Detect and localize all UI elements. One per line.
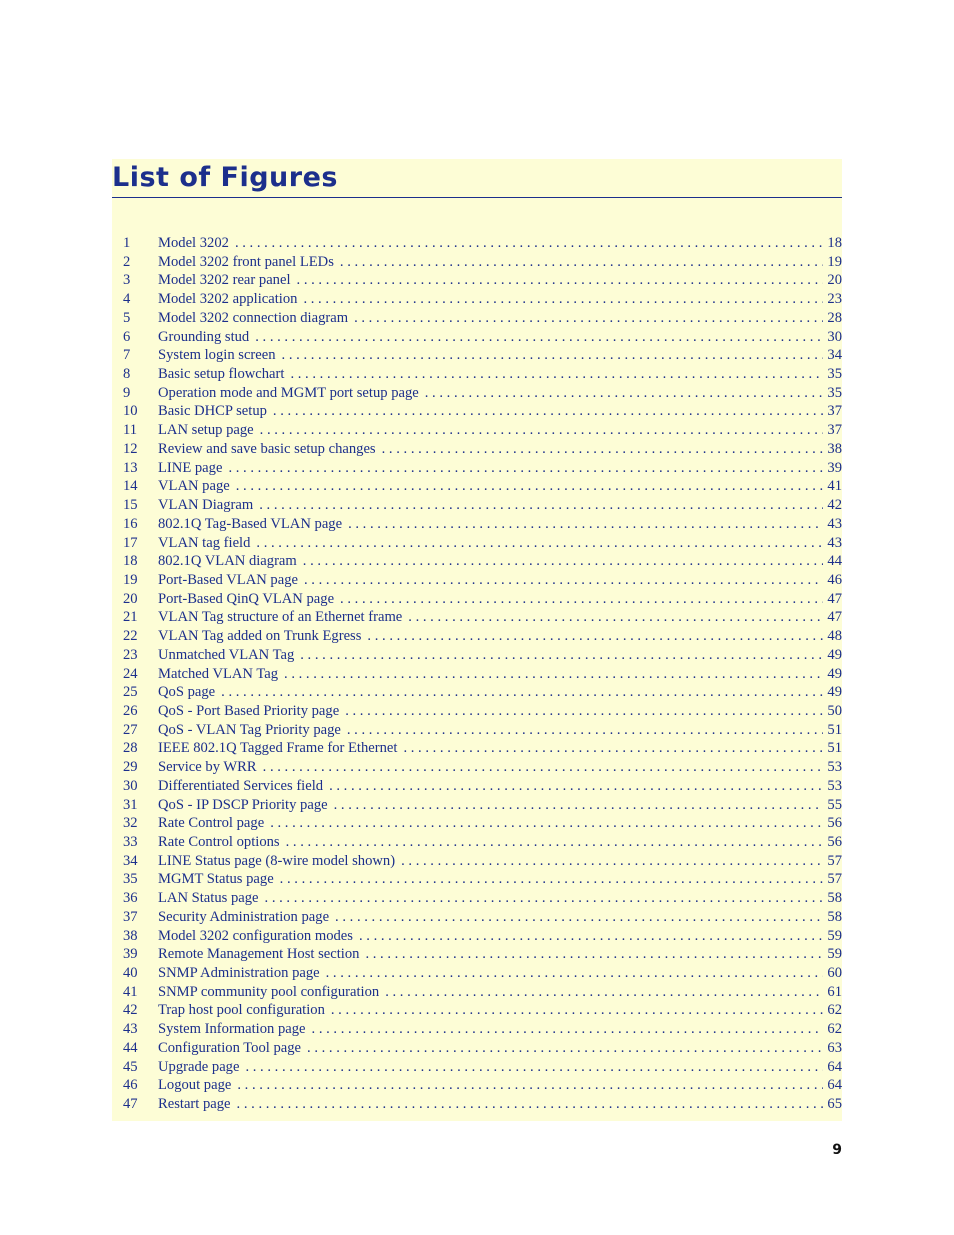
dot-leader xyxy=(303,290,823,309)
figure-number: 12 xyxy=(123,440,138,457)
figure-entry[interactable] xyxy=(112,889,842,908)
dot-leader xyxy=(359,927,823,946)
figure-entry[interactable] xyxy=(112,758,842,777)
figure-page[interactable]: 59 xyxy=(827,946,842,963)
figure-entry[interactable] xyxy=(112,927,842,946)
dot-leader xyxy=(408,608,823,627)
figure-entry[interactable] xyxy=(112,945,842,964)
figure-page[interactable]: 65 xyxy=(827,1096,842,1113)
figure-number: 41 xyxy=(123,983,138,1000)
figure-page[interactable]: 53 xyxy=(827,777,842,794)
figure-label[interactable]: Model 3202 rear panel xyxy=(158,272,291,289)
figure-label[interactable]: Rate Control page xyxy=(158,815,265,832)
figure-entry[interactable] xyxy=(112,365,842,384)
figure-label[interactable]: Grounding stud xyxy=(158,328,250,345)
dot-leader xyxy=(304,571,823,590)
dot-leader xyxy=(263,758,824,777)
figure-label[interactable]: QoS - IP DSCP Priority page xyxy=(158,796,328,813)
figure-label[interactable]: Service by WRR xyxy=(158,759,257,776)
figure-entry[interactable] xyxy=(112,384,842,403)
dot-leader xyxy=(385,983,823,1002)
dot-leader xyxy=(382,440,824,459)
figure-entry[interactable] xyxy=(112,1020,842,1039)
figure-page[interactable]: 56 xyxy=(827,834,842,850)
figure-entry-line xyxy=(158,234,842,253)
figure-entry[interactable] xyxy=(112,328,842,347)
figure-page[interactable]: 49 xyxy=(827,646,842,663)
figure-page[interactable]: 61 xyxy=(827,983,842,1000)
figure-entry-line xyxy=(158,1095,842,1114)
figure-label[interactable]: Model 3202 configuration modes xyxy=(158,927,353,944)
figure-entry[interactable] xyxy=(112,590,842,609)
figure-label[interactable]: Basic DHCP setup xyxy=(158,403,267,420)
figure-page[interactable]: 46 xyxy=(827,571,842,588)
figure-page[interactable]: 56 xyxy=(827,815,842,832)
figure-entry-line xyxy=(158,515,842,534)
figure-entry-line xyxy=(158,346,842,365)
figure-entry-line xyxy=(158,721,842,740)
figure-entry-line xyxy=(158,477,842,496)
figure-page[interactable]: 49 xyxy=(827,684,842,701)
figure-label[interactable]: Logout page xyxy=(158,1077,232,1094)
figure-label[interactable]: Review and save basic setup changes xyxy=(158,440,376,457)
figure-label[interactable]: Configuration Tool page xyxy=(158,1039,302,1056)
figure-entry[interactable] xyxy=(112,346,842,365)
figure-entry-line xyxy=(158,852,842,871)
figure-entry[interactable] xyxy=(112,477,842,496)
figure-entry[interactable] xyxy=(112,309,842,328)
dot-leader xyxy=(367,627,823,646)
figure-label[interactable]: Security Administration page xyxy=(158,908,330,925)
figure-number: 42 xyxy=(123,1002,138,1019)
figure-entry-line xyxy=(158,253,842,272)
figure-page[interactable]: 57 xyxy=(827,852,842,869)
figure-number: 23 xyxy=(123,646,138,663)
figure-entry-line xyxy=(158,870,842,889)
figure-label[interactable]: Differentiated Services field xyxy=(158,777,324,794)
figure-page[interactable]: 37 xyxy=(827,403,842,420)
figure-page[interactable]: 59 xyxy=(827,927,842,944)
figure-entry[interactable] xyxy=(112,253,842,272)
figure-entry-line xyxy=(158,796,842,815)
figure-number: 27 xyxy=(123,721,138,738)
figure-entry[interactable] xyxy=(112,608,842,627)
figure-label[interactable]: MGMT Status page xyxy=(158,871,274,888)
figure-page[interactable]: 50 xyxy=(827,702,842,719)
figure-label[interactable]: VLAN Diagram xyxy=(158,497,254,514)
figure-label[interactable]: Remote Management Host section xyxy=(158,946,360,963)
figure-entry[interactable] xyxy=(112,665,842,684)
figure-page[interactable]: 47 xyxy=(827,590,842,607)
figure-entry[interactable] xyxy=(112,290,842,309)
dot-leader xyxy=(297,271,824,290)
figure-page[interactable]: 49 xyxy=(827,665,842,682)
figure-entry-line xyxy=(158,908,842,927)
figure-number: 26 xyxy=(123,702,138,719)
figure-page[interactable]: 44 xyxy=(827,553,842,570)
figure-entry[interactable] xyxy=(112,908,842,927)
figure-number: 7 xyxy=(123,347,131,364)
dot-leader xyxy=(273,402,823,421)
figure-entry-line xyxy=(158,365,842,384)
figure-number: 35 xyxy=(123,871,138,888)
figure-page[interactable]: 35 xyxy=(827,366,842,383)
dot-leader xyxy=(286,833,824,852)
dot-leader xyxy=(326,964,824,983)
figure-entry-line xyxy=(158,496,842,515)
figure-entry-line xyxy=(158,459,842,478)
figure-label[interactable]: Operation mode and MGMT port setup page xyxy=(158,384,419,401)
figure-page[interactable]: 51 xyxy=(827,721,842,738)
figure-entry[interactable] xyxy=(112,234,842,253)
figure-page[interactable]: 37 xyxy=(827,422,842,439)
figure-number: 33 xyxy=(123,834,138,850)
figure-number: 10 xyxy=(123,403,138,420)
figure-label[interactable]: 802.1Q Tag-Based VLAN page xyxy=(158,515,343,532)
figure-label[interactable]: SNMP Administration page xyxy=(158,965,320,982)
figure-number: 5 xyxy=(123,309,131,326)
dot-leader xyxy=(425,384,824,403)
figure-entry[interactable] xyxy=(112,402,842,421)
figure-number: 16 xyxy=(123,515,138,532)
figure-page[interactable]: 62 xyxy=(827,1021,842,1038)
figure-label[interactable]: System Information page xyxy=(158,1021,306,1038)
dot-leader xyxy=(265,889,824,908)
figure-entry-line xyxy=(158,814,842,833)
figure-label[interactable]: QoS - VLAN Tag Priority page xyxy=(158,721,341,738)
figure-label[interactable]: LAN setup page xyxy=(158,422,254,439)
dot-leader xyxy=(300,646,823,665)
dot-leader xyxy=(256,534,823,553)
figure-label[interactable]: LINE page xyxy=(158,459,223,476)
figure-number: 6 xyxy=(123,328,131,345)
figure-number: 8 xyxy=(123,366,131,383)
figure-page[interactable]: 43 xyxy=(827,515,842,532)
figure-page[interactable]: 41 xyxy=(827,478,842,495)
figure-label[interactable]: Unmatched VLAN Tag xyxy=(158,646,295,663)
figure-number: 30 xyxy=(123,777,138,794)
figure-entry-line xyxy=(158,777,842,796)
figure-page[interactable]: 34 xyxy=(827,347,842,364)
figure-label[interactable]: Basic setup flowchart xyxy=(158,366,285,383)
figure-number: 19 xyxy=(123,571,138,588)
figure-entry-line xyxy=(158,1058,842,1077)
figure-entry[interactable] xyxy=(112,983,842,1002)
figure-page[interactable]: 51 xyxy=(827,740,842,757)
figure-entry-line xyxy=(158,608,842,627)
figure-number: 14 xyxy=(123,478,138,495)
figure-label[interactable]: SNMP community pool configuration xyxy=(158,983,380,1000)
figure-label[interactable]: Trap host pool configuration xyxy=(158,1002,325,1019)
figure-number: 4 xyxy=(123,291,131,308)
dot-leader xyxy=(260,421,824,440)
figure-entry[interactable] xyxy=(112,440,842,459)
dot-leader xyxy=(237,1076,823,1095)
figure-page[interactable]: 57 xyxy=(827,871,842,888)
figure-entry-line xyxy=(158,1076,842,1095)
figure-entry-line xyxy=(158,646,842,665)
figure-number: 3 xyxy=(123,272,131,289)
figure-entry-line xyxy=(158,702,842,721)
dot-leader xyxy=(340,253,824,272)
figure-label[interactable]: QoS page xyxy=(158,684,216,701)
figure-entry-line xyxy=(158,964,842,983)
dot-leader xyxy=(237,1095,824,1114)
figure-label[interactable]: VLAN Tag structure of an Ethernet frame xyxy=(158,609,403,626)
figure-entry[interactable] xyxy=(112,852,842,871)
figure-number: 45 xyxy=(123,1058,138,1075)
dot-leader xyxy=(303,552,824,571)
figure-label[interactable]: Model 3202 xyxy=(158,235,229,251)
figure-number: 21 xyxy=(123,609,138,626)
dot-leader xyxy=(284,665,823,684)
dot-leader xyxy=(282,346,824,365)
dot-leader xyxy=(354,309,823,328)
figure-page[interactable]: 19 xyxy=(827,253,842,270)
figure-entry-line xyxy=(158,889,842,908)
figure-page[interactable]: 35 xyxy=(827,384,842,401)
figure-label[interactable]: VLAN page xyxy=(158,478,230,495)
figure-label[interactable]: Port-Based VLAN page xyxy=(158,571,298,588)
figure-number: 46 xyxy=(123,1077,138,1094)
figure-label[interactable]: System login screen xyxy=(158,347,276,364)
figure-number: 28 xyxy=(123,740,138,757)
dot-leader xyxy=(401,852,823,871)
dot-leader xyxy=(290,365,823,384)
figure-entry-line xyxy=(158,590,842,609)
dot-leader xyxy=(348,515,823,534)
figure-entry-line xyxy=(158,983,842,1002)
figure-entry[interactable] xyxy=(112,627,842,646)
figure-label[interactable]: IEEE 802.1Q Tagged Frame for Ethernet xyxy=(158,740,398,757)
dot-leader xyxy=(236,477,824,496)
figure-label[interactable]: Matched VLAN Tag xyxy=(158,665,279,682)
page-number: 9 xyxy=(832,1142,842,1158)
figure-page[interactable]: 39 xyxy=(827,459,842,476)
figure-label[interactable]: LINE Status page (8-wire model shown) xyxy=(158,852,396,869)
figure-number: 37 xyxy=(123,908,138,925)
figure-page[interactable]: 48 xyxy=(827,628,842,645)
figure-entry-line xyxy=(158,309,842,328)
figure-entry-line xyxy=(158,440,842,459)
figure-entry-line xyxy=(158,1020,842,1039)
dot-leader xyxy=(259,496,823,515)
figure-list xyxy=(112,234,842,1114)
figure-page[interactable]: 47 xyxy=(827,609,842,626)
figure-number: 40 xyxy=(123,965,138,982)
figure-entry-line xyxy=(158,627,842,646)
figure-number: 9 xyxy=(123,384,131,401)
figure-page[interactable]: 18 xyxy=(827,235,842,251)
figure-entry-line xyxy=(158,571,842,590)
figure-page[interactable]: 58 xyxy=(827,908,842,925)
figure-entry-line xyxy=(158,945,842,964)
figure-number: 32 xyxy=(123,815,138,832)
figure-page[interactable]: 38 xyxy=(827,440,842,457)
figure-entry[interactable] xyxy=(112,1095,842,1114)
figure-number: 22 xyxy=(123,628,138,645)
figure-number: 44 xyxy=(123,1039,138,1056)
figure-number: 13 xyxy=(123,459,138,476)
figure-entry[interactable] xyxy=(112,964,842,983)
dot-leader xyxy=(270,814,823,833)
figure-label[interactable]: VLAN tag field xyxy=(158,534,251,551)
figure-entry[interactable] xyxy=(112,552,842,571)
figure-label[interactable]: 802.1Q VLAN diagram xyxy=(158,553,297,570)
figure-entry[interactable] xyxy=(112,571,842,590)
figure-label[interactable]: Upgrade page xyxy=(158,1058,240,1075)
figure-label[interactable]: QoS - Port Based Priority page xyxy=(158,702,340,719)
figure-number: 17 xyxy=(123,534,138,551)
figure-page[interactable]: 55 xyxy=(827,796,842,813)
dot-leader xyxy=(340,590,823,609)
figure-entry-line xyxy=(158,552,842,571)
figure-entry[interactable] xyxy=(112,421,842,440)
figure-entry-line xyxy=(158,1001,842,1020)
dot-leader xyxy=(403,739,823,758)
figure-entry-line xyxy=(158,683,842,702)
figure-entry-line xyxy=(158,290,842,309)
dot-leader xyxy=(334,796,824,815)
dot-leader xyxy=(331,1001,824,1020)
figure-entry[interactable] xyxy=(112,739,842,758)
figure-entry[interactable] xyxy=(112,721,842,740)
dot-leader xyxy=(335,908,823,927)
figure-entry[interactable] xyxy=(112,702,842,721)
figure-number: 11 xyxy=(123,422,138,439)
figure-entry-line xyxy=(158,402,842,421)
dot-leader xyxy=(307,1039,823,1058)
figure-page[interactable]: 30 xyxy=(827,328,842,345)
figure-page[interactable]: 64 xyxy=(827,1077,842,1094)
figure-number: 34 xyxy=(123,852,138,869)
figure-label[interactable]: LAN Status page xyxy=(158,890,259,907)
figure-entry[interactable] xyxy=(112,683,842,702)
figure-entry[interactable] xyxy=(112,1076,842,1095)
dot-leader xyxy=(329,777,823,796)
figure-page[interactable]: 42 xyxy=(827,497,842,514)
figure-entry[interactable] xyxy=(112,833,842,852)
figure-number: 47 xyxy=(123,1096,138,1113)
figure-page[interactable]: 58 xyxy=(827,890,842,907)
figure-entry[interactable] xyxy=(112,1058,842,1077)
dot-leader xyxy=(221,683,823,702)
figure-number: 2 xyxy=(123,253,131,270)
figure-label[interactable]: Port-Based QinQ VLAN page xyxy=(158,590,335,607)
figure-label[interactable]: Model 3202 front panel LEDs xyxy=(158,253,334,270)
dot-leader xyxy=(280,870,824,889)
figure-label[interactable]: Restart page xyxy=(158,1096,231,1113)
dot-leader xyxy=(345,702,823,721)
figure-page[interactable]: 28 xyxy=(827,309,842,326)
figure-entry[interactable] xyxy=(112,1039,842,1058)
figure-entry[interactable] xyxy=(112,515,842,534)
figure-entry-line xyxy=(158,1039,842,1058)
figure-entry-line xyxy=(158,927,842,946)
figure-entry-line xyxy=(158,833,842,852)
figure-entry[interactable] xyxy=(112,534,842,553)
figure-number: 31 xyxy=(123,796,138,813)
figure-entry-line xyxy=(158,271,842,290)
figure-page[interactable]: 53 xyxy=(827,759,842,776)
figure-number: 43 xyxy=(123,1021,138,1038)
figure-entry[interactable] xyxy=(112,459,842,478)
figure-entry[interactable] xyxy=(112,814,842,833)
figure-page[interactable]: 20 xyxy=(827,272,842,289)
figure-number: 1 xyxy=(123,235,131,251)
figure-number: 29 xyxy=(123,759,138,776)
figure-entry[interactable] xyxy=(112,870,842,889)
figure-label[interactable]: Model 3202 application xyxy=(158,291,298,308)
figure-number: 20 xyxy=(123,590,138,607)
figure-entry[interactable] xyxy=(112,796,842,815)
figure-number: 18 xyxy=(123,553,138,570)
figure-number: 38 xyxy=(123,927,138,944)
dot-leader xyxy=(312,1020,824,1039)
figure-entry-line xyxy=(158,665,842,684)
figure-page[interactable]: 23 xyxy=(827,291,842,308)
figure-page[interactable]: 43 xyxy=(827,534,842,551)
figure-page[interactable]: 60 xyxy=(827,965,842,982)
figure-entry[interactable] xyxy=(112,271,842,290)
figure-label[interactable]: VLAN Tag added on Trunk Egress xyxy=(158,628,362,645)
figure-label[interactable]: Model 3202 connection diagram xyxy=(158,309,349,326)
figure-entry-line xyxy=(158,739,842,758)
figure-entry-line xyxy=(158,534,842,553)
figure-number: 39 xyxy=(123,946,138,963)
figure-label[interactable]: Rate Control options xyxy=(158,834,280,850)
figure-entry[interactable] xyxy=(112,646,842,665)
figure-entry-line xyxy=(158,384,842,403)
dot-leader xyxy=(347,721,824,740)
figure-entry-line xyxy=(158,758,842,777)
figure-entry-line xyxy=(158,421,842,440)
figure-page[interactable]: 63 xyxy=(827,1039,842,1056)
figure-entry[interactable] xyxy=(112,777,842,796)
figure-number: 15 xyxy=(123,497,138,514)
figure-number: 36 xyxy=(123,890,138,907)
figure-number: 25 xyxy=(123,684,138,701)
figure-page[interactable]: 62 xyxy=(827,1002,842,1019)
title-rule xyxy=(112,197,842,198)
page-title: List of Figures xyxy=(112,162,338,193)
dot-leader xyxy=(228,459,823,478)
figure-entry-line xyxy=(158,328,842,347)
figure-page[interactable]: 64 xyxy=(827,1058,842,1075)
dot-leader xyxy=(245,1058,823,1077)
dot-leader xyxy=(365,945,823,964)
dot-leader xyxy=(255,328,823,347)
figure-entry[interactable] xyxy=(112,1001,842,1020)
figure-entry[interactable] xyxy=(112,496,842,515)
figure-number: 24 xyxy=(123,665,138,682)
dot-leader xyxy=(235,234,823,253)
